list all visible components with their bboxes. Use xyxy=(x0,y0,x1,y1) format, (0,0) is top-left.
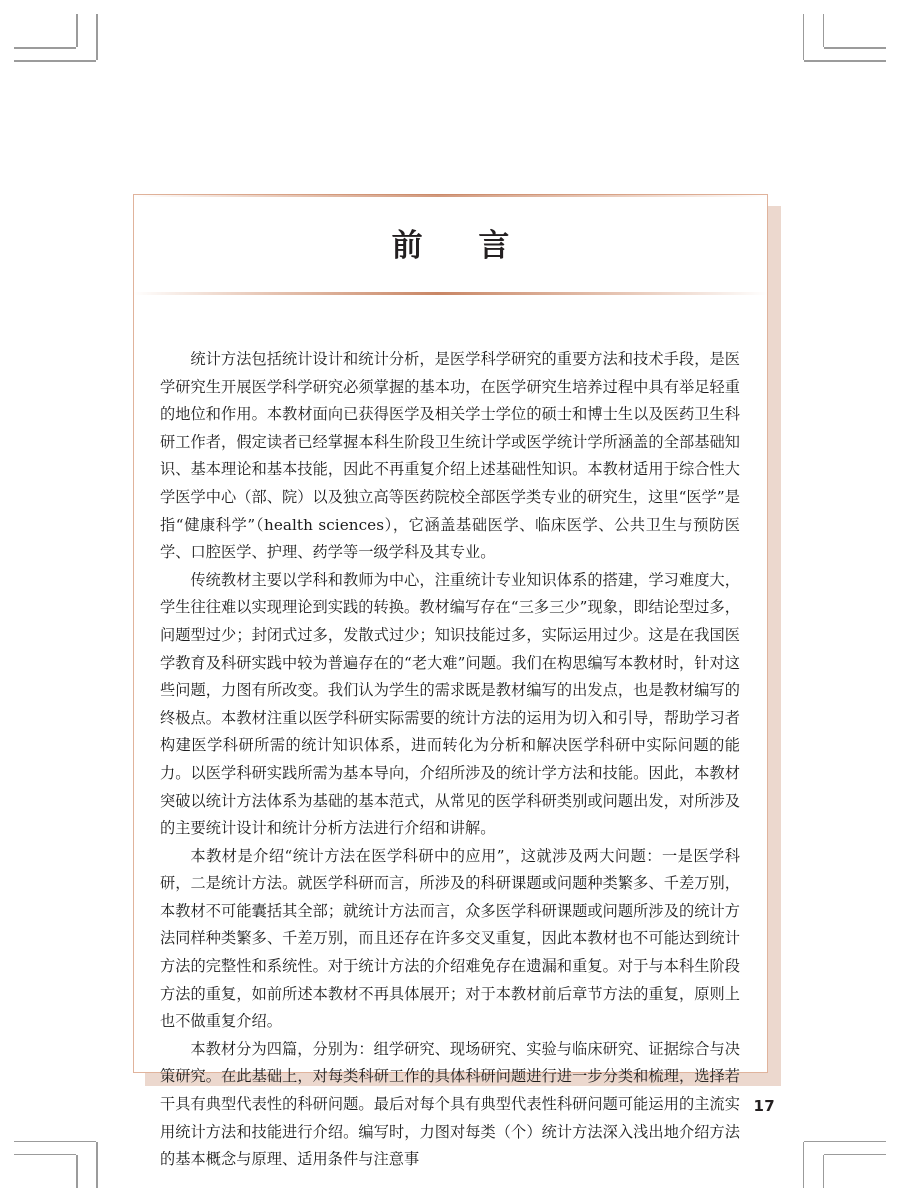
paragraph-3: 本教材是介绍“统计方法在医学科研中的应用”，这就涉及两大问题：一是医学科研，二是统计方法。就医学科研而言，所涉及的科研课题或问题种类繁多、千差万别，本教材不可能囊括其全部；就统计方法而言，众多医学科研课题或问题所涉及的统计方法同样种类繁多、千差万别，而且还存在许多交叉重复，因此本教材也不可能达到统计方法的完整性和系统性。对于统计方法的介绍难免存在遗漏和重复。对于与本科生阶段方法的重复，如前所述本教材不再具体展开；对于本教材前后章节方法的重复，原则上也不做重复介绍。 xyxy=(160,846,740,1031)
paragraph-4: 本教材分为四篇，分别为：组学研究、现场研究、实验与临床研究、证据综合与决策研究。在此基础上，对每类科研工作的具体科研问题进行进一步分类和梳理，选择若干具有典型代表性的科研问题。最后对每个具有典型代表性科研问题可能运用的主流实用统计方法和技能进行介绍。编写时，力图对每类（个）统计方法深入浅出地介绍方法的基本概念与原理、适用条件与注意事 xyxy=(160,1039,740,1169)
paragraph-2: 传统教材主要以学科和教师为中心，注重统计专业知识体系的搭建，学习难度大，学生往往难以实现理论到实践的转换。教材编写存在“三多三少”现象，即结论型过多，问题型过少；封闭式过多，发散式过少；知识技能过多，实际运用过少。这是在我国医学教育及科研实践中较为普遍存在的“老大难”问题。我们在构思编写本教材时，针对这些问题，力图有所改变。我们认为学生的需求既是教材编写的出发点，也是教材编写的终极点。本教材注重以医学科研实际需要的统计方法的运用为切入和引导，帮助学习者构建医学科研所需的统计知识体系，进而转化为分析和解决医学科研中实际问题的能力。以医学科研实践所需为基本导向，介绍所涉及的统计学方法和技能。因此，本教材突破以统计方法体系为基础的基本范式，从常见的医学科研类别或问题出发，对所涉及的主要统计设计和统计分析方法进行介绍和讲解。 xyxy=(160,570,740,838)
title-block xyxy=(133,194,768,295)
page-number: 17 xyxy=(753,1097,775,1115)
title-rule-bottom xyxy=(133,292,768,295)
title-rule-top xyxy=(133,194,768,197)
page-title: 前 言 xyxy=(391,228,522,264)
paragraph-1: 统计方法包括统计设计和统计分析，是医学科学研究的重要方法和技术手段，是医学研究生开展医学科学研究必须掌握的基本功，在医学研究生培养过程中具有举足轻重的地位和作用。本教材面向已获得医学及相关学士学位的硕士和博士生以及医药卫生科研工作者，假定读者已经掌握本科生阶段卫生统计学或医学统计学所涵盖的全部基础知识、基本理论和基本技能，因此不再重复介绍上述基础性知识。本教材适用于综合性大学医学中心（部、院）以及独立高等医药院校全部医学类专业的研究生，这里“医学”是指“健康科学”（health sciences），它涵盖基础医学、临床医学、公共卫生与预防医学、口腔医学、护理、药学等一级学科及其专业。 xyxy=(160,350,740,562)
preface-body xyxy=(160,346,740,1174)
